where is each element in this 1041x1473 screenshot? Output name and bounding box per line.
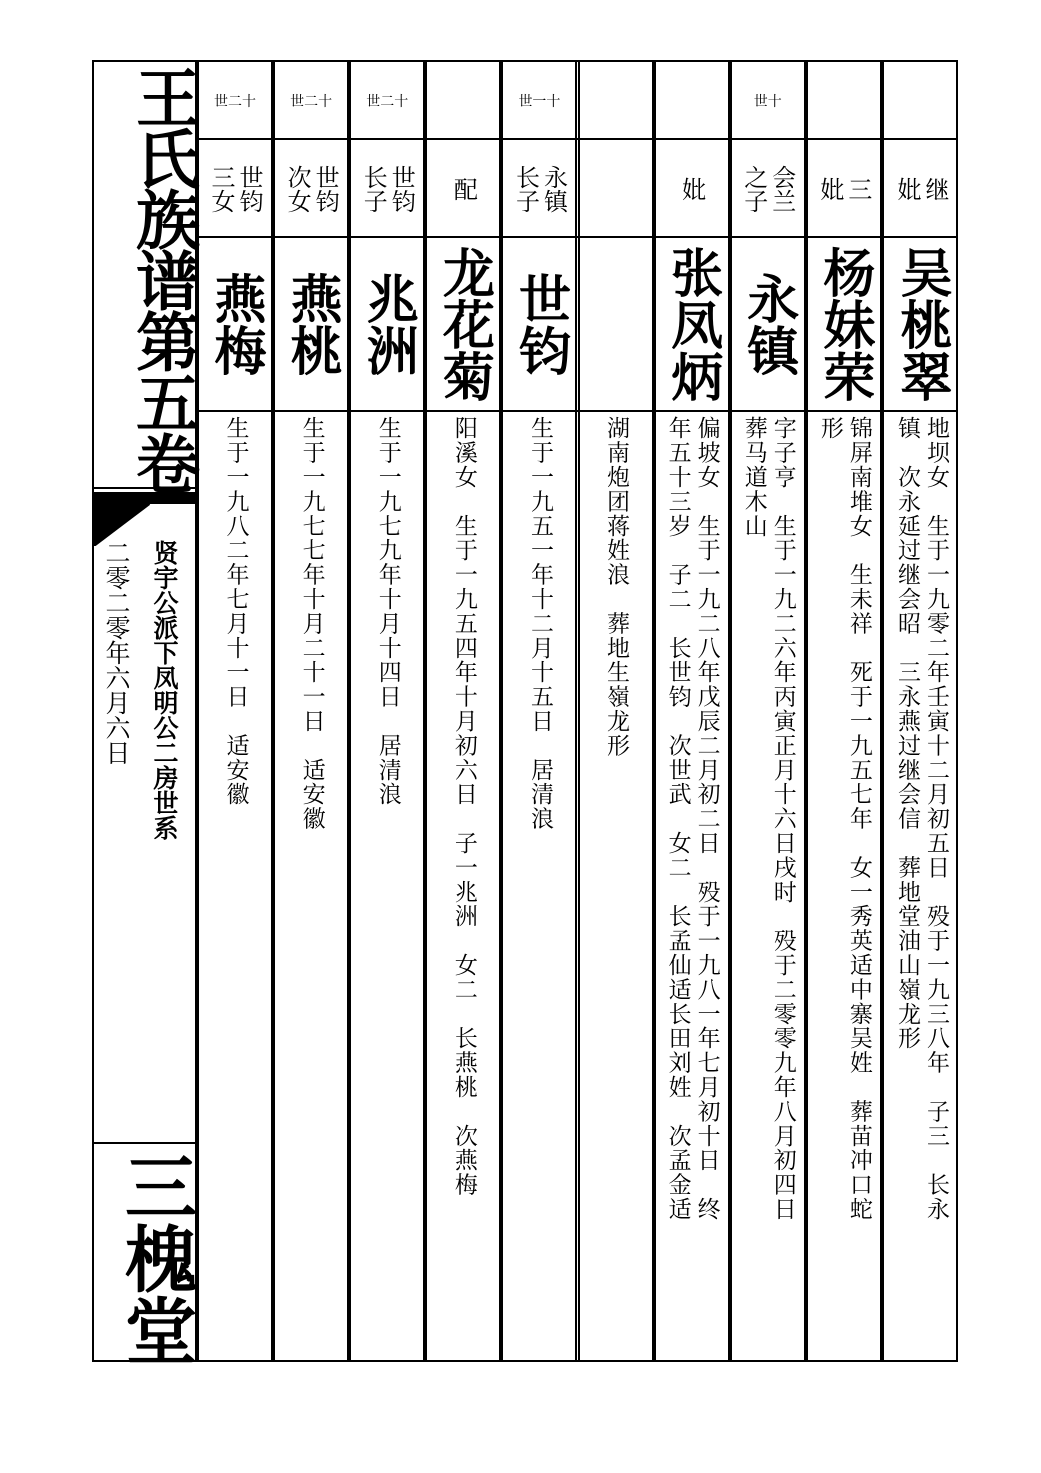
- generation-label: 世二十: [214, 94, 257, 110]
- person-name: [199, 240, 271, 408]
- biography-line: 地坝女 生于一九零二年壬寅十二月初五日 殁于一九三八年 子三 长永: [922, 416, 949, 1222]
- entry-column: [882, 62, 958, 1360]
- relation-label: [732, 142, 804, 236]
- generation-label: [808, 62, 880, 140]
- person-name-text: 张凤炳: [661, 246, 723, 402]
- generation-label: 世十: [753, 94, 782, 110]
- biography-line: 阳溪女 生于一九五四年十月初六日 子一兆洲 女二 长燕桃 次燕梅: [450, 416, 477, 1197]
- generation-label: [884, 62, 958, 140]
- generation-label: [656, 62, 728, 140]
- generation-label: [580, 62, 652, 140]
- relation-label: [351, 142, 423, 236]
- person-name: [884, 240, 958, 408]
- lineage-subtitle: 贤宇公派下凤明公二房世系: [150, 540, 179, 840]
- biography-line: 锦屏南堆女 生未祥 死于一九五七年 女一秀英适中寨吴姓 葬苗冲口蛇: [845, 416, 872, 1222]
- entry-column: [425, 62, 501, 1360]
- relation-text: 妣: [815, 177, 844, 201]
- biography-line: 年五十三岁 子二 长世钧 次世武 女二 长孟仙适长田刘姓 次孟金适: [664, 416, 691, 1222]
- person-name-text: 杨妹荣: [813, 246, 875, 402]
- biography-line: 镇 次永延过继会昭 三永燕过继会信 葬地堂油山嶺龙形: [893, 416, 920, 1051]
- generation-label: [427, 62, 499, 140]
- person-name-text: 永镇: [737, 272, 799, 376]
- biography-line: 字子亨 生于一九二六年丙寅正月十六日戌时 殁于二零零九年八月初四日: [769, 416, 796, 1222]
- biography: [351, 416, 423, 1346]
- biography: [199, 416, 271, 1346]
- biography: [427, 416, 499, 1346]
- relation-label: [503, 142, 575, 236]
- biography: [884, 416, 958, 1346]
- relation-label: [808, 142, 880, 236]
- entry-column: [349, 62, 425, 1360]
- relation-text: 世钧: [235, 165, 264, 213]
- person-name: [580, 240, 652, 408]
- biography: [580, 416, 652, 1346]
- relation-text: 配: [449, 177, 478, 201]
- person-name: [656, 240, 728, 408]
- relation-label: [580, 142, 652, 236]
- relation-text: 三: [843, 177, 872, 201]
- biography: [656, 416, 728, 1346]
- person-name-text: 燕桃: [281, 272, 343, 376]
- date-line: 二零二零年六月六日: [102, 540, 131, 765]
- biography-line: 葬马道木山: [740, 416, 767, 538]
- person-name-text: 吴桃翠: [890, 246, 952, 402]
- biography-line: 形: [816, 416, 843, 441]
- entry-column: [273, 62, 349, 1360]
- relation-label: [656, 142, 728, 236]
- relation-text: 次女: [283, 165, 312, 213]
- person-name-text: 龙花菊: [433, 246, 495, 402]
- entry-column: [197, 62, 273, 1360]
- entry-column: [654, 62, 730, 1360]
- person-name: [808, 240, 880, 408]
- person-name: [351, 240, 423, 408]
- relation-label: [199, 142, 271, 236]
- person-name: [732, 240, 804, 408]
- person-name-text: 燕梅: [205, 272, 267, 376]
- person-name-text: 世钧: [509, 272, 571, 376]
- relation-text: 永镇: [539, 165, 568, 213]
- volume-title: 王氏族谱第五卷: [125, 64, 200, 492]
- generation-label: 世二十: [366, 94, 409, 110]
- relation-text: 世钧: [387, 165, 416, 213]
- relation-text: 世钧: [311, 165, 340, 213]
- generation-label: 世二十: [290, 94, 333, 110]
- relation-label: [275, 142, 347, 236]
- title-divider: [94, 487, 195, 489]
- biography-line: 生于一九七九年十月十四日 居清浪: [374, 416, 401, 807]
- biography: [732, 416, 804, 1346]
- relation-text: 会兰: [767, 165, 796, 213]
- entry-column: [578, 62, 654, 1360]
- title-band: [94, 62, 200, 1366]
- biography: [275, 416, 347, 1346]
- entry-column: [806, 62, 882, 1360]
- entry-column: [730, 62, 806, 1360]
- relation-label: [884, 142, 958, 236]
- relation-text: 长子: [511, 165, 540, 213]
- banner-chevron: [94, 492, 195, 546]
- relation-text: 妣: [677, 177, 706, 201]
- person-name: [427, 240, 499, 408]
- relation-text: 三女: [207, 165, 236, 213]
- relation-text: 之子: [739, 165, 768, 213]
- genealogy-page: [92, 60, 958, 1366]
- entry-column: [501, 62, 577, 1360]
- biography-line: 生于一九八二年七月十一日 适安徽: [222, 416, 249, 807]
- biography: [503, 416, 575, 1346]
- hall-name: 三槐堂: [113, 1150, 198, 1366]
- generation-label: 世一十: [518, 94, 561, 110]
- biography: [808, 416, 880, 1346]
- relation-label: [427, 142, 499, 236]
- person-name: [275, 240, 347, 408]
- person-name: [503, 240, 575, 408]
- person-name-text: 兆洲: [357, 272, 419, 376]
- biography-line: 生于一九五一年十二月十五日 居清浪: [526, 416, 553, 831]
- biography-line: 偏坡女 生于一九二八年戊辰二月初二日 殁于一九八一年七月初十日 终: [693, 416, 720, 1222]
- relation-text: 继: [920, 177, 949, 201]
- relation-text: 妣: [892, 177, 921, 201]
- biography-line: 生于一九七七年十月二十一日 适安徽: [298, 416, 325, 831]
- hall-divider: [94, 1142, 195, 1144]
- relation-text: 长子: [359, 165, 388, 213]
- biography-line: 湖南炮团蒋姓浪 葬地生嶺龙形: [603, 416, 630, 758]
